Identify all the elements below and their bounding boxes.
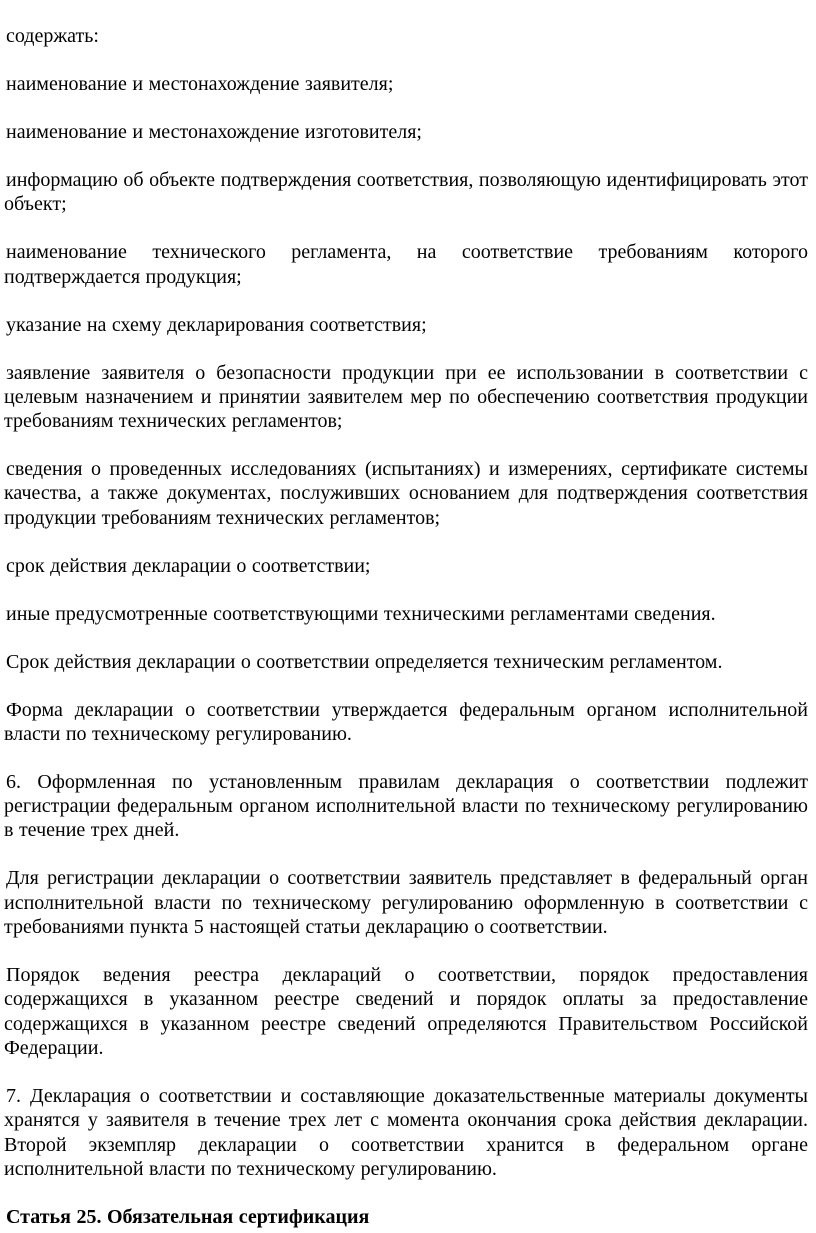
document-paragraph: иные предусмотренные соответствующими техническими регламентами сведения. (6, 602, 716, 625)
document-paragraph: сведения о проведенных исследованиях (испытаниях) и измерениях, сертификате системы качества, а также документах, послуживших основанием для подтверждения соответствия продукции требованиям технических регламентов; (4, 458, 808, 529)
document-paragraph: Срок действия декларации о соответствии определяется техническим регламентом. (6, 650, 723, 673)
document-paragraph: заявление заявителя о безопасности продукции при ее использовании в соответствии с целевым назначением и принятии заявителем мер по обеспечению соответствия продукции требованиям технических регламентов; (4, 361, 808, 433)
document-paragraph: 6. Оформленная по установленным правилам декларация о соответствии подлежит регистрации федеральным органом исполнительной власти по техническому регулированию в течение трех дней. (4, 770, 808, 842)
document-paragraph: содержать: (6, 25, 99, 47)
document-paragraph: наименование технического регламента, на соответствие требованиям которого подтверждается продукция; (4, 241, 808, 288)
document-paragraph: Порядок ведения реестра деклараций о соответствии, порядок предоставления содержащихся в указанном реестре сведений и порядок оплаты за предоставление содержащихся в указанном реестре сведений определяются Правительством Российской Федерации. (4, 964, 808, 1059)
document-paragraph: информацию об объекте подтверждения соответствия, позволяющую идентифицировать этот объект; (4, 168, 808, 216)
document-paragraph: наименование и местонахождение изготовителя; (6, 120, 422, 143)
article-25-heading: Статья 25. Обязательная сертификация (6, 1205, 370, 1228)
document-paragraph: 7. Декларация о соответствии и составляющие доказательственные материалы документы хранятся у заявителя в течение трех лет с момента окончания срока действия декларации. Второй экземпляр декларации о соответствии хранится в федеральном органе исполнительной власти по техническому регулированию. (4, 1084, 808, 1180)
document-paragraph: Для регистрации декларации о соответствии заявитель представляет в федеральный орган исполнительной власти по техническому регулированию оформленную в соответствии с требованиями пункта 5 настоящей статьи декларацию о соответствии. (4, 867, 808, 939)
document-paragraph: Форма декларации о соответствии утверждается федеральным органом исполнительной власти по техническому регулированию. (4, 698, 808, 745)
document-paragraph: срок действия декларации о соответствии; (6, 554, 371, 577)
document-paragraph: указание на схему декларирования соответствия; (6, 313, 427, 336)
document-paragraph: наименование и местонахождение заявителя; (6, 72, 394, 95)
